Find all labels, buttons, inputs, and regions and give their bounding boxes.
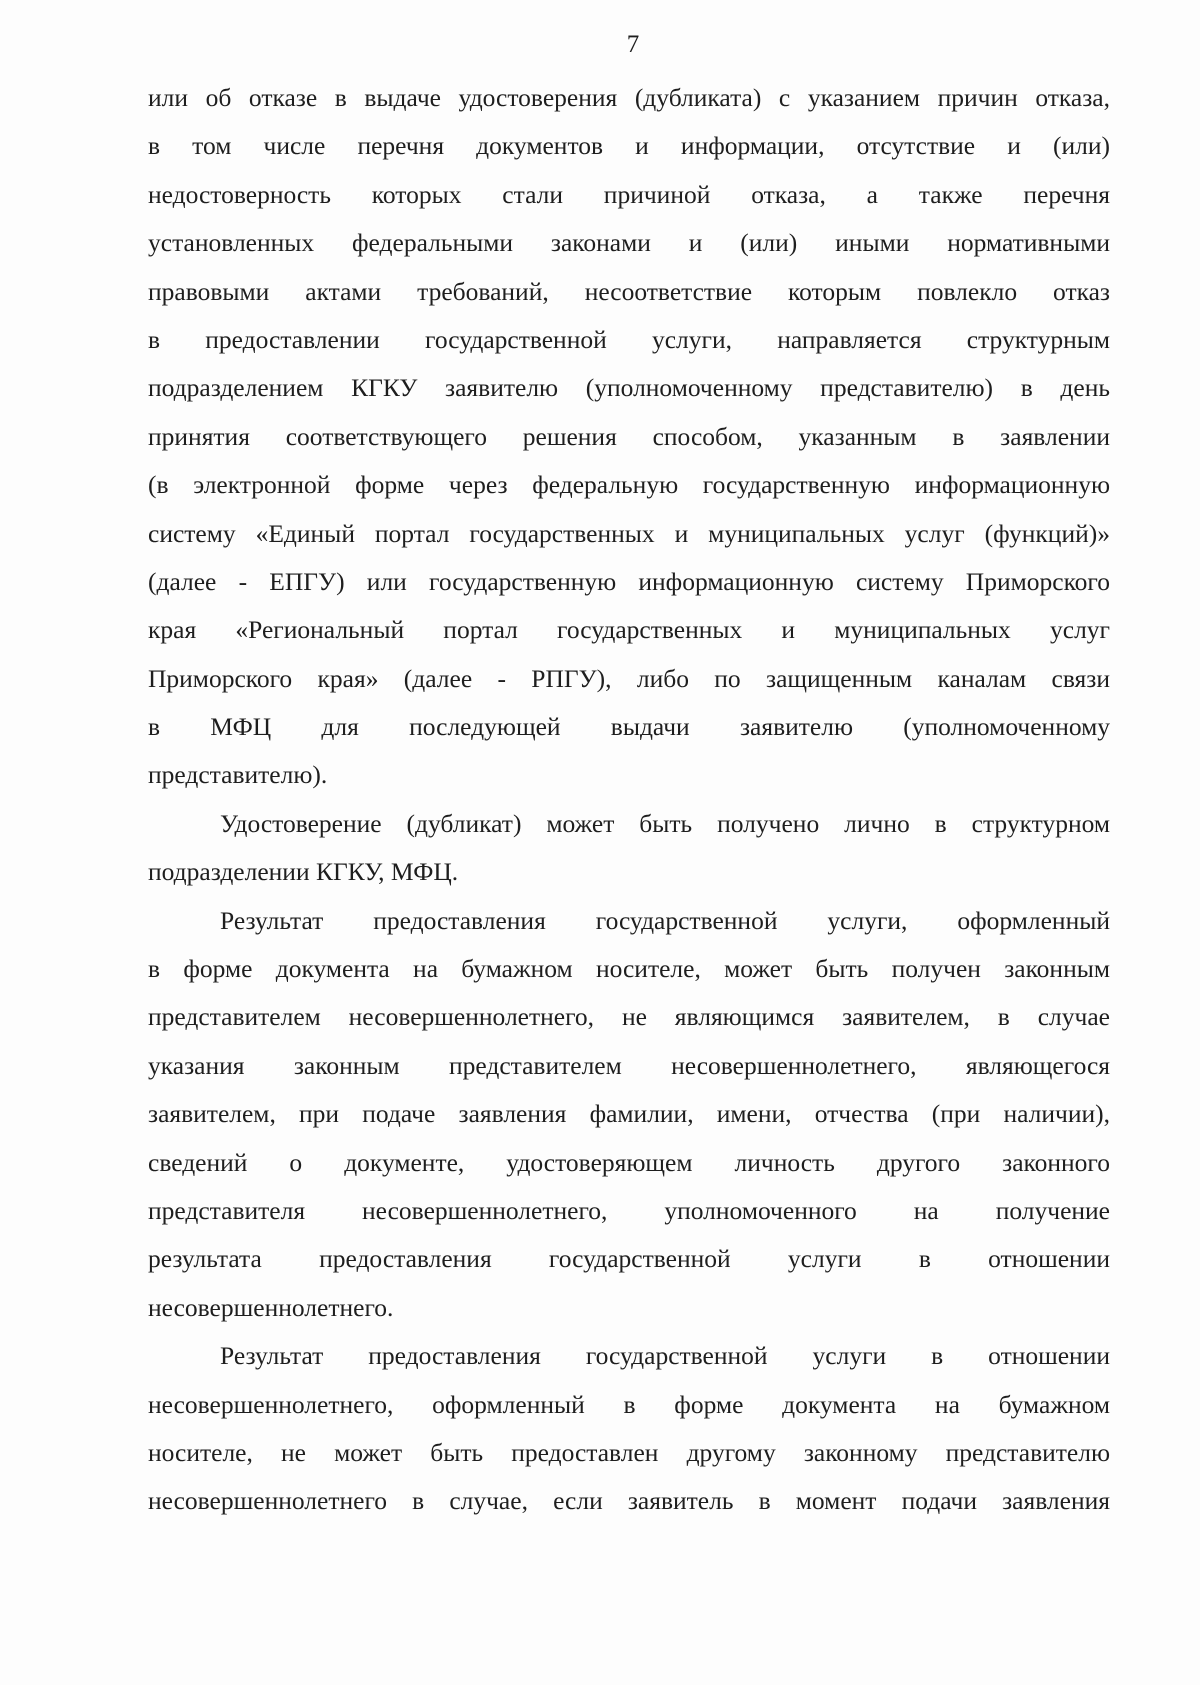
text-line: результата предоставления государственной услуги в отношении — [148, 1244, 1110, 1274]
text-line: несовершеннолетнего в случае, если заявитель в момент подачи заявления — [148, 1486, 1110, 1516]
text-line: (в электронной форме через федеральную государственную информационную — [148, 470, 1110, 500]
text-line: подразделением КГКУ заявителю (уполномоченному представителю) в день — [148, 373, 1110, 403]
text-line: заявителем, при подаче заявления фамилии, имени, отчества (при наличии), — [148, 1099, 1110, 1129]
text-line: несовершеннолетнего, оформленный в форме документа на бумажном — [148, 1389, 1110, 1419]
text-line: в предоставлении государственной услуги, направляется структурным — [148, 324, 1110, 354]
text-line: систему «Единый портал государственных и муниципальных услуг (функций)» — [148, 518, 1110, 548]
text-line: правовыми актами требований, несоответствие которым повлекло отказ — [148, 276, 1110, 306]
text-line: носителе, не может быть предоставлен другому законному представителю — [148, 1437, 1110, 1467]
text-line: в том числе перечня документов и информации, отсутствие и (или) — [148, 131, 1110, 161]
text-line: или об отказе в выдаче удостоверения (дубликата) с указанием причин отказа, — [148, 83, 1110, 112]
text-line: (далее - ЕПГУ) или государственную информационную систему Приморского — [148, 566, 1110, 596]
text-line: представителю). — [148, 760, 328, 790]
text-line: несовершеннолетнего. — [148, 1292, 394, 1322]
text-line: Результат предоставления государственной услуги, оформленный — [220, 905, 1110, 935]
text-line: сведений о документе, удостоверяющем личность другого законного — [148, 1147, 1110, 1177]
text-line: представителя несовершеннолетнего, уполномоченного на получение — [148, 1195, 1110, 1225]
text-line: в МФЦ для последующей выдачи заявителю (уполномоченному — [148, 712, 1110, 742]
text-line: недостоверность которых стали причиной отказа, а также перечня — [148, 179, 1110, 209]
text-line: принятия соответствующего решения способом, указанным в заявлении — [148, 421, 1110, 451]
body-text — [148, 74, 1110, 1526]
text-line: в форме документа на бумажном носителе, может быть получен законным — [148, 954, 1110, 984]
text-line: представителем несовершеннолетнего, не являющимся заявителем, в случае — [148, 1002, 1110, 1032]
text-line: края «Региональный портал государственных и муниципальных услуг — [148, 615, 1110, 645]
text-line: Результат предоставления государственной услуги в отношении — [220, 1341, 1110, 1371]
text-line: подразделении КГКУ, МФЦ. — [148, 857, 459, 887]
page-number: 7 — [626, 31, 640, 58]
text-line: Удостоверение (дубликат) может быть получено лично в структурном — [220, 808, 1110, 838]
text-line: Приморского края» (далее - РПГУ), либо по защищенным каналам связи — [148, 663, 1110, 693]
text-line: установленных федеральными законами и (или) иными нормативными — [148, 228, 1110, 258]
text-line: указания законным представителем несовершеннолетнего, являющегося — [148, 1050, 1110, 1080]
